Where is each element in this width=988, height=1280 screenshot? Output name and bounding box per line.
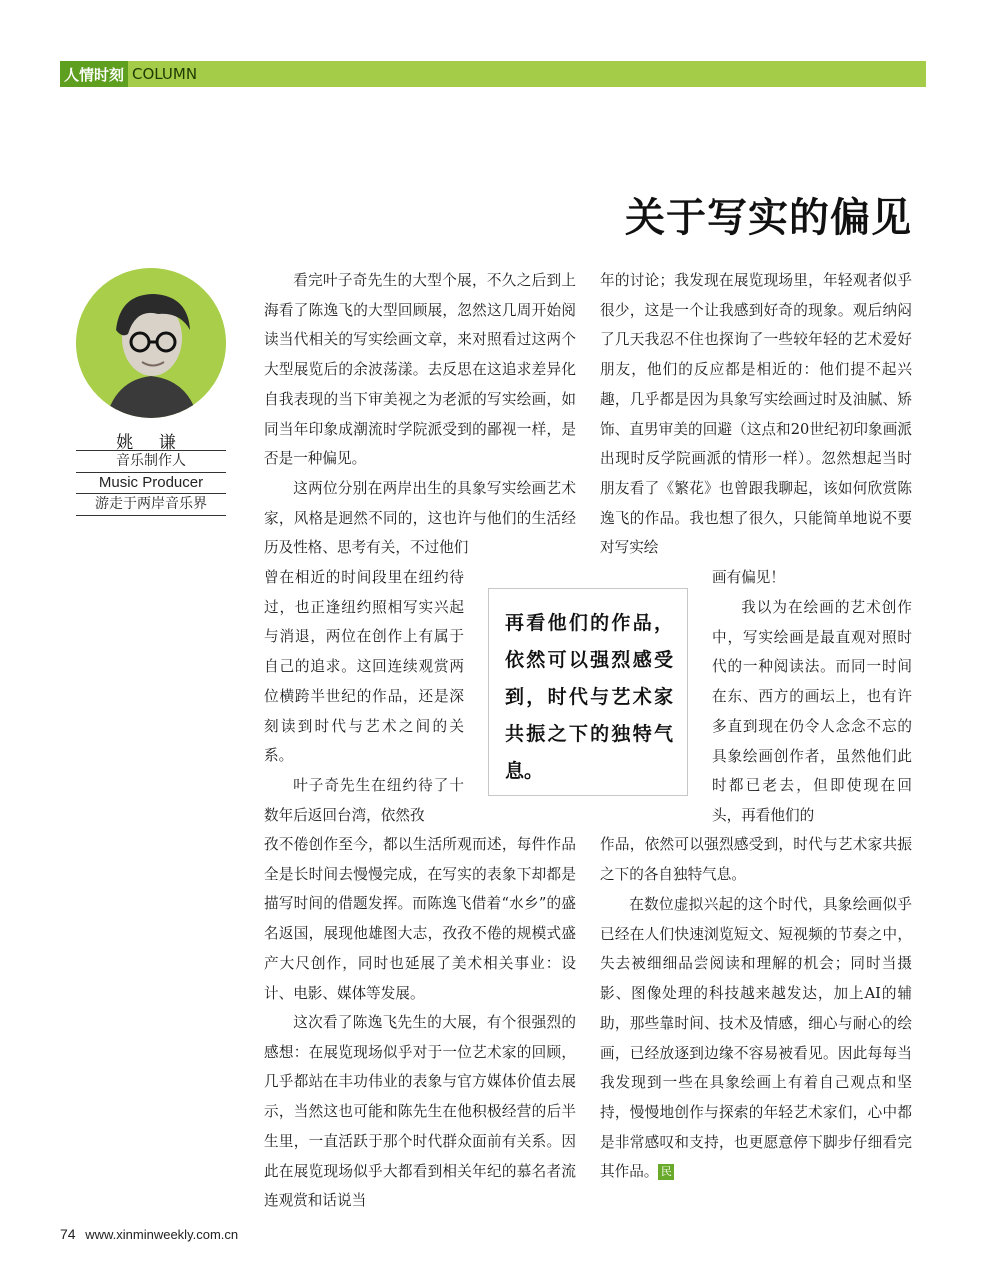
body-paragraph-5: 年的讨论；我发现在展览现场里，年轻观者似乎很少，这是一个让我感到好奇的现象。观后纳闷了几天我忍不住也探询了一些较年轻的艺术爱好朋友，他们的反应都是相近的：他们提不起兴趣，几乎都是因为具象写实绘画过时及油腻、矫饰、直男审美的回避（这点和20世纪初印象画派出现时反学院画派的情形一样）。忽然想起当时朋友看了《繁花》也曾跟我聊起，该如何欣赏陈逸飞的作品。我也想了很久，只能简单地说不要对写实绘 (600, 272, 912, 557)
author-avatar (76, 268, 226, 418)
page-number: 74 (60, 1226, 76, 1242)
author-name: 姚 谦 (116, 433, 186, 453)
body-paragraph-7-text: 在数位虚拟兴起的这个时代，具象绘画似乎已经在人们快速浏览短文、短视频的节奏之中，失去被细细品尝阅读和理解的机会；同时当摄影、图像处理的科技越来越发达，加上AI的辅助，那些靠时间、技术及情感，细心与耐心的绘画，已经放逐到边缘不容易被看见。因此每每当我发现到一些在具象绘画上有着自己观点和坚持，慢慢地创作与探索的年轻艺术家们，心中都是非常感叹和支持，也更愿意停下脚步仔细看完其作品。 (600, 896, 912, 1181)
body-paragraph-2-wrap: 曾在相近的时间段里在纽约待过，也正逢纽约照相写实兴起与消退，两位在创作上有属于自己的追求。这回连续观赏两位横跨半世纪的作品，还是深刻读到时代与艺术之间的关系。 (264, 569, 464, 765)
body-paragraph-3-cont: 孜不倦创作至今，都以生活所观而述，每件作品全是长时间去慢慢完成，在写实的表象下却都是描写时间的借题发挥。而陈逸飞借着“水乡”的盛名返国，展现他雄图大志，孜孜不倦的规模式盛产大尺创作，同时也延展了美术相关事业：设计、电影、媒体等发展。 (264, 836, 576, 1002)
body-paragraph-4: 这次看了陈逸飞先生的大展，有个很强烈的感想：在展览现场似乎对于一位艺术家的回顾，几乎都站在丰功伟业的表象与官方媒体价值去展示，当然这也可能和陈先生在他积极经营的后半生里，一直活跃于那个时代群众面前有关系。因此在展览现场似乎大都看到相关年纪的慕名者流连观赏和话说当 (264, 1014, 576, 1210)
body-paragraph-2: 这两位分别在两岸出生的具象写实绘画艺术家，风格是迥然不同的，这也许与他们的生活经历及性格、思考有关，不过他们 (264, 480, 576, 557)
body-paragraph-6: 我以为在绘画的艺术创作中，写实绘画是最直观对照时代的一种阅读法。而同一时间在东、西方的画坛上，也有许多直到现在仍令人念念不忘的具象绘画创作者，虽然他们此时都已老去，但即使现在回头，再看他们的 (712, 599, 912, 824)
body-paragraph-7 (600, 890, 912, 1187)
body-paragraph-6-cont: 作品，依然可以强烈感受到，时代与艺术家共振之下的各自独特气息。 (600, 836, 912, 883)
body-paragraph-1: 看完叶子奇先生的大型个展，不久之后到上海看了陈逸飞的大型回顾展，忽然这几周开始阅读当代相关的写实绘画文章，来对照看过这两个大型展览后的余波荡漾。去反思在这追求差异化自我表现的当下审美视之为老派的写实绘画，如同当年印象成潮流时学院派受到的鄙视一样，是否是一种偏见。 (264, 272, 576, 468)
end-mark-icon: 民 (658, 1164, 674, 1180)
article-title: 关于写实的偏见 (625, 194, 912, 241)
column-label-en: COLUMN (132, 65, 198, 83)
author-role-cn: 音乐制作人 (76, 450, 226, 473)
body-paragraph-3: 叶子奇先生在纽约待了十数年后返回台湾，依然孜 (264, 777, 464, 824)
pull-quote-box (488, 588, 688, 796)
author-portrait-illustration (76, 268, 226, 418)
body-paragraph-5-end: 画有偏见！ (712, 569, 785, 586)
column-header-band (60, 61, 926, 87)
author-role-en: Music Producer (76, 472, 226, 494)
footer-url: www.xinminweekly.com.cn (85, 1227, 239, 1242)
author-tagline: 游走于两岸音乐界 (76, 494, 226, 516)
page-footer (60, 1226, 238, 1242)
column-label-cn: 人情时刻 (60, 61, 128, 87)
pull-quote-text: 再看他们的作品，依然可以强烈感受到，时代与艺术家共振之下的独特气息。 (505, 612, 673, 782)
